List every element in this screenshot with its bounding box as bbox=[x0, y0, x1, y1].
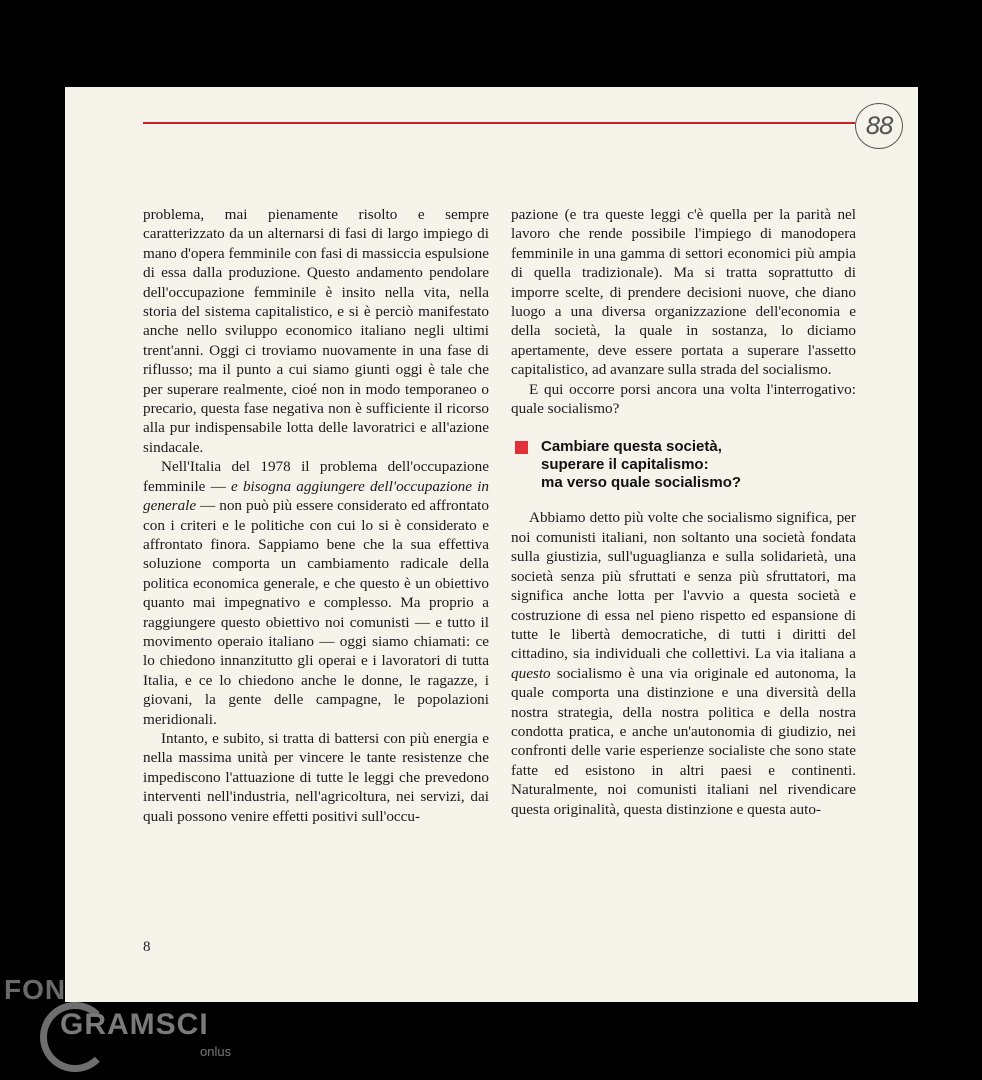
left-paragraph-1: problema, mai pienamente risolto e sempre caratterizzato da un alternarsi di fasi di largo impiego di mano d'opera femminile con fasi di massiccia espulsione di essa dalla produzione. Questo andamento pendolare dell'occupazione femminile è insito nella vita, nella storia del sistema capitalistico, e si è perciò manifestato anche nello sviluppo economico italiano negli ultimi trent'anni. Oggi ci troviamo nuovamente in una fase di riflusso; ma il punto a cui siamo giunti oggi è tale che per superare realmente, cioé non in modo temporaneo o precario, questa fase negativa non è sufficiente il ricorso alla pur indispensabile lotta delle lavoratrici e all'azione sindacale. bbox=[143, 206, 489, 456]
document-page bbox=[65, 87, 918, 1002]
right-paragraph-2: E qui occorre porsi ancora una volta l'interrogativo: quale socialismo? bbox=[511, 380, 856, 418]
fondazione-gramsci-watermark bbox=[0, 970, 260, 1080]
handwritten-page-mark: 88 bbox=[855, 103, 903, 149]
right-column bbox=[511, 205, 856, 819]
red-square-bullet-icon bbox=[515, 441, 528, 454]
left-paragraph-2-emphasis: e bisogna aggiungere dell'occupazione in generale bbox=[143, 477, 490, 515]
section-heading-line-3: ma verso quale socialismo? bbox=[541, 474, 742, 492]
right-paragraph-1: pazione (e tra queste leggi c'è quella per la parità nel lavoro che rende possibile l'impiego di manodopera femminile in una gamma di settori economici più ampia di quella tradizionale). Ma si tratta soprattutto di imporre scelte, di prendere decisioni nuove, che diano luogo a una diversa organizzazione dell'economia e della società, la quale in sostanza, lo diciamo apertamente, deve essere portata a superare l'assetto capitalistico, ad avanzare sulla strada del socialismo. bbox=[511, 206, 856, 379]
section-heading-line-2: superare il capitalismo: bbox=[541, 456, 709, 474]
right-paragraph-3-text-a: Abbiamo detto più volte che socialismo significa, per noi comunisti italiani, non soltanto una società fondata sulla giustizia, sull'uguaglianza e sulla solidarietà, una società senza più sfruttati e senza più sfruttatori, ma significa anche lotta per l'avvio a questa società e costruzione di essa nel pieno rispetto ed espansione di tutte le libertà democratiche, di tutti i diritti del cittadino, sia individuali che collettivi. La via italiana a bbox=[511, 509, 856, 663]
right-paragraph-3 bbox=[511, 508, 856, 819]
watermark-fon-text: FON bbox=[4, 974, 67, 1005]
watermark-gramsci-text: GRAMSCI bbox=[60, 1008, 209, 1041]
page-number: 8 bbox=[143, 939, 151, 955]
section-heading bbox=[511, 438, 856, 492]
left-paragraph-2 bbox=[143, 457, 489, 729]
right-paragraph-3-emphasis: questo bbox=[511, 664, 551, 682]
watermark-onlus-text: onlus bbox=[200, 1044, 232, 1059]
left-paragraph-2-text-a: Nell'Italia del 1978 il problema dell'occupazione femminile — bbox=[143, 458, 489, 495]
left-paragraph-3: Intanto, e subito, si tratta di battersi con più energia e nella massima unità per vincere le tante resistenze che impediscono l'attuazione di tutte le leggi che prevedono interventi nell'industria, nell'agricoltura, nei servizi, dai quali possono venire effetti positivi sull'occu- bbox=[143, 729, 489, 825]
left-column bbox=[143, 205, 489, 826]
top-red-rule bbox=[143, 122, 855, 124]
section-heading-line-1: Cambiare questa società, bbox=[541, 438, 722, 456]
left-paragraph-2-text-b: — non può più essere considerato ed affrontato con i criteri e le politiche con cui lo si è considerato e affrontato finora. Sappiamo bene che la sua effettiva soluzione comporta un cambiamento radicale della politica economica generale, e che questo è un obiettivo quanto mai impegnativo e complesso. Ma proprio a raggiungere questo obiettivo noi comunisti — e tutto il movimento operaio italiano — oggi siamo chiamati: ce lo chiedono innanzitutto gli operai e i lavoratori di tutta Italia, e ce lo chiedono anche le donne, le ragazze, i giovani, la gente delle campagne, le popolazioni meridionali. bbox=[143, 497, 489, 728]
right-paragraph-3-text-b: socialismo è una via originale ed autonoma, la quale comporta una distinzione e una diversità della nostra strategia, della nostra politica e della nostra condotta pratica, e anche un'autonomia di giudizio, nei confronti delle varie esperienze socialiste che sono state fatte ed esistono in altri paesi e continenti. Naturalmente, noi comunisti italiani nel rivendicare questa originalità, questa distinzione e questa auto- bbox=[511, 664, 856, 818]
